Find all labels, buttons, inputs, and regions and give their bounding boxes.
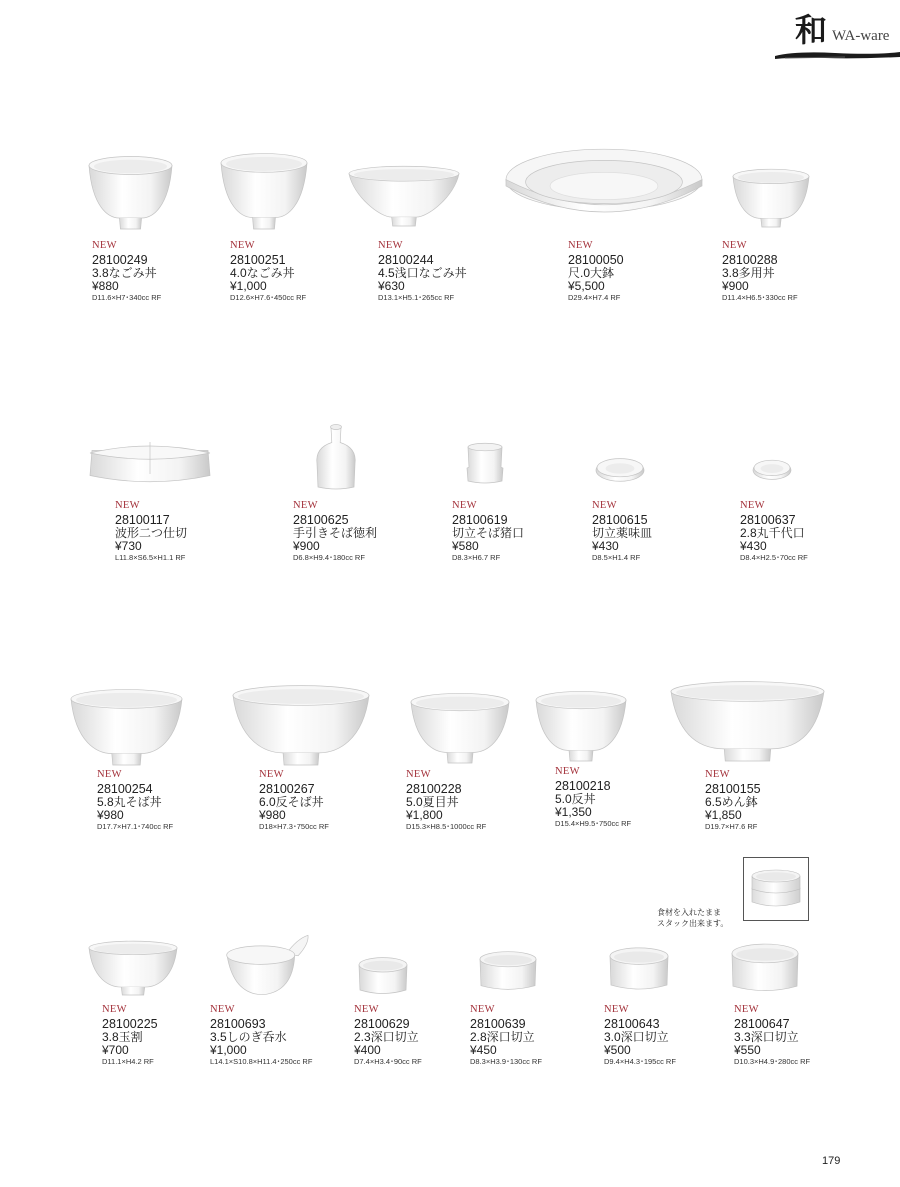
product-price: ¥1,000 — [230, 278, 267, 293]
product-image — [232, 684, 370, 766]
new-badge: NEW — [92, 240, 117, 251]
product-spec: D11.1×H4.2 RF — [102, 1057, 154, 1067]
product-price: ¥980 — [259, 807, 286, 822]
new-badge: NEW — [705, 769, 730, 780]
product-caption — [592, 500, 652, 562]
new-badge: NEW — [452, 500, 477, 511]
product-spec: D8.3×H3.9･130cc RF — [470, 1057, 542, 1067]
product-caption — [452, 500, 524, 562]
new-badge: NEW — [406, 769, 431, 780]
header-label: WA-ware — [832, 28, 890, 44]
product-code: 28100050 — [568, 253, 624, 268]
product-price: ¥450 — [470, 1042, 497, 1057]
product-price: ¥1,800 — [406, 807, 443, 822]
product-code: 28100155 — [705, 782, 761, 797]
product-price: ¥980 — [97, 807, 124, 822]
product-code: 28100228 — [406, 782, 462, 797]
product-caption — [293, 500, 377, 562]
product-name: 切立薬味皿 — [592, 526, 653, 541]
new-badge: NEW — [378, 240, 403, 251]
product-image — [88, 155, 173, 230]
product-image — [535, 690, 627, 762]
new-badge: NEW — [722, 240, 747, 251]
new-badge: NEW — [734, 1004, 759, 1015]
product-name: 2.8丸千代口 — [740, 526, 805, 541]
product-code: 28100244 — [378, 253, 434, 268]
stack-illustration — [743, 857, 809, 921]
new-badge: NEW — [555, 766, 580, 777]
new-badge: NEW — [293, 500, 318, 511]
product-spec: D12.6×H7.6･450cc RF — [230, 293, 307, 303]
stack-note — [657, 908, 728, 930]
product-code: 28100615 — [592, 513, 648, 528]
product-caption — [210, 1004, 312, 1066]
product-price: ¥430 — [740, 538, 767, 553]
product-price: ¥400 — [354, 1042, 381, 1057]
product-spec: D10.3×H4.9･280cc RF — [734, 1057, 811, 1067]
product-code: 28100251 — [230, 253, 286, 268]
product-code: 28100117 — [115, 513, 170, 528]
product-caption — [740, 500, 808, 562]
product-spec: D11.4×H6.5･330cc RF — [722, 293, 798, 303]
product-name: 6.5めん鉢 — [705, 795, 758, 810]
product-name: 2.3深口切立 — [354, 1030, 419, 1045]
product-name: 3.0深口切立 — [604, 1030, 669, 1045]
product-name: 5.0反丼 — [555, 792, 596, 807]
product-code: 28100249 — [92, 253, 148, 268]
product-spec: L11.8×S6.5×H1.1 RF — [115, 553, 186, 563]
product-caption — [354, 1004, 422, 1066]
product-image — [595, 456, 645, 482]
product-image — [88, 438, 212, 488]
stacked-cups-image — [744, 858, 808, 920]
product-price: ¥500 — [604, 1042, 631, 1057]
product-spec: L14.1×S10.8×H11.4･250cc RF — [210, 1057, 313, 1067]
product-spec: D18×H7.3･750cc RF — [259, 822, 329, 832]
product-price: ¥900 — [722, 278, 749, 293]
product-price: ¥880 — [92, 278, 119, 293]
new-badge: NEW — [354, 1004, 379, 1015]
product-image — [608, 946, 670, 992]
product-price: ¥1,000 — [210, 1042, 247, 1057]
product-name: 3.8なごみ丼 — [92, 266, 157, 281]
product-caption — [406, 769, 486, 831]
header-kanji: 和 — [795, 11, 828, 49]
product-code: 28100639 — [470, 1017, 526, 1032]
new-badge: NEW — [115, 500, 140, 511]
brush-stroke — [775, 48, 900, 62]
product-spec: D8.3×H6.7 RF — [452, 553, 501, 563]
product-caption — [102, 1004, 158, 1066]
product-name: 4.5浅口なごみ丼 — [378, 266, 467, 281]
product-code: 28100643 — [604, 1017, 660, 1032]
product-price: ¥430 — [592, 538, 619, 553]
product-name: 5.8丸そば丼 — [97, 795, 162, 810]
product-caption — [568, 240, 624, 302]
product-image — [732, 168, 810, 228]
product-name: 3.5しのぎ呑水 — [210, 1030, 287, 1045]
product-image — [225, 932, 310, 998]
product-code: 28100619 — [452, 513, 508, 528]
product-name: 手引きそば徳利 — [293, 526, 378, 541]
product-caption — [97, 769, 173, 831]
new-badge: NEW — [210, 1004, 235, 1015]
product-name: 3.8玉割 — [102, 1030, 143, 1045]
product-name: 2.8深口切立 — [470, 1030, 535, 1045]
product-caption — [734, 1004, 810, 1066]
product-code: 28100218 — [555, 779, 611, 794]
product-code: 28100629 — [354, 1017, 410, 1032]
product-image — [730, 942, 800, 994]
product-spec: D8.4×H2.5･70cc RF — [740, 553, 808, 563]
product-name: 6.0反そば丼 — [259, 795, 324, 810]
product-spec: D15.4×H9.5･750cc RF — [555, 819, 632, 829]
product-name: 4.0なごみ丼 — [230, 266, 295, 281]
new-badge: NEW — [604, 1004, 629, 1015]
product-spec: D19.7×H7.6 RF — [705, 822, 758, 832]
product-name: 3.8多用丼 — [722, 266, 775, 281]
product-image — [670, 680, 825, 762]
product-code: 28100225 — [102, 1017, 158, 1032]
product-image — [505, 146, 703, 226]
product-spec: D9.4×H4.3･195cc RF — [604, 1057, 676, 1067]
product-caption — [115, 500, 187, 562]
product-caption — [604, 1004, 676, 1066]
new-badge: NEW — [230, 240, 255, 251]
new-badge: NEW — [592, 500, 617, 511]
product-name: 波形二つ仕切 — [115, 526, 188, 541]
product-image — [88, 940, 178, 996]
product-code: 28100637 — [740, 513, 796, 528]
product-spec: D7.4×H3.4･90cc RF — [354, 1057, 422, 1067]
product-caption — [555, 766, 631, 828]
product-name: 5.0夏目丼 — [406, 795, 459, 810]
product-image — [410, 692, 510, 764]
product-code: 28100647 — [734, 1017, 790, 1032]
product-image — [315, 424, 357, 490]
product-name: 尺.0大鉢 — [568, 266, 615, 281]
product-caption — [259, 769, 329, 831]
product-image — [478, 950, 538, 992]
new-badge: NEW — [259, 769, 284, 780]
product-price: ¥730 — [115, 538, 142, 553]
product-caption — [705, 769, 761, 831]
product-code: 28100693 — [210, 1017, 266, 1032]
product-code: 28100625 — [293, 513, 349, 528]
product-price: ¥580 — [452, 538, 479, 553]
product-name: 切立そば猪口 — [452, 526, 525, 541]
product-spec: D13.1×H5.1･265cc RF — [378, 293, 455, 303]
product-price: ¥1,850 — [705, 807, 742, 822]
product-price: ¥630 — [378, 278, 405, 293]
product-spec: D15.3×H8.5･1000cc RF — [406, 822, 487, 832]
new-badge: NEW — [568, 240, 593, 251]
product-image — [70, 688, 183, 766]
product-caption — [378, 240, 467, 302]
stack-note-line-2: スタック出来ます。 — [657, 918, 729, 928]
product-caption — [230, 240, 306, 302]
page-number: 179 — [822, 1155, 841, 1167]
new-badge: NEW — [102, 1004, 127, 1015]
product-caption — [722, 240, 798, 302]
product-image — [465, 442, 505, 484]
product-price: ¥1,350 — [555, 804, 592, 819]
product-price: ¥550 — [734, 1042, 761, 1057]
product-spec: D6.8×H9.4･180cc RF — [293, 553, 365, 563]
product-caption — [92, 240, 161, 302]
product-price: ¥900 — [293, 538, 320, 553]
product-price: ¥5,500 — [568, 278, 605, 293]
product-image — [357, 956, 409, 996]
product-spec: D29.4×H7.4 RF — [568, 293, 621, 303]
product-code: 28100254 — [97, 782, 153, 797]
product-code: 28100267 — [259, 782, 315, 797]
product-caption — [470, 1004, 542, 1066]
product-code: 28100288 — [722, 253, 778, 268]
product-image — [348, 165, 460, 227]
product-name: 3.3深口切立 — [734, 1030, 799, 1045]
product-spec: D17.7×H7.1･740cc RF — [97, 822, 174, 832]
product-price: ¥700 — [102, 1042, 129, 1057]
new-badge: NEW — [97, 769, 122, 780]
new-badge: NEW — [740, 500, 765, 511]
product-image — [752, 458, 792, 480]
product-spec: D8.5×H1.4 RF — [592, 553, 641, 563]
stack-note-line-1: 食材を入れたまま — [657, 908, 721, 917]
product-image — [220, 152, 308, 230]
new-badge: NEW — [470, 1004, 495, 1015]
product-spec: D11.6×H7･340cc RF — [92, 293, 162, 303]
